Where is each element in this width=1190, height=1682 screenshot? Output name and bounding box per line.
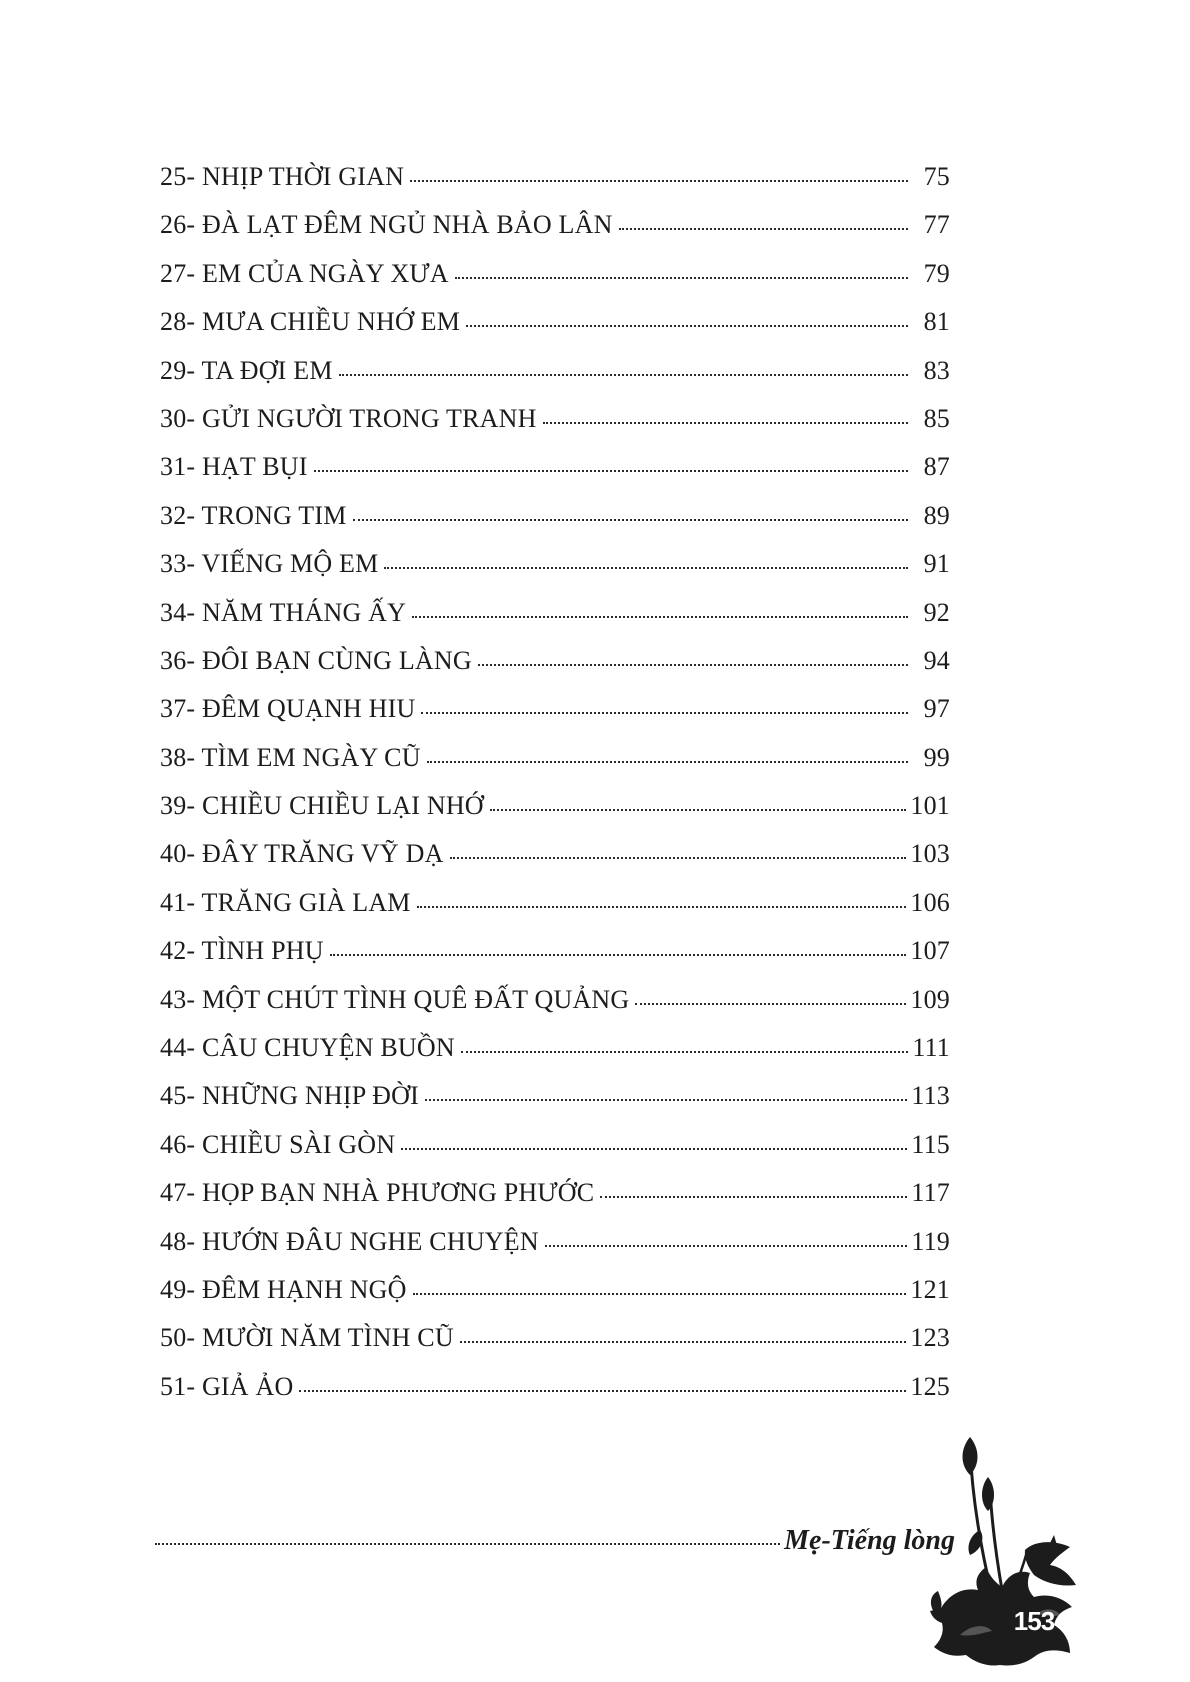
toc-entry [160,501,950,549]
toc-entry-page: 91 [923,549,950,579]
dot-leader [330,954,907,956]
toc-entry-title: 27- EM CỦA NGÀY XƯA [160,258,449,288]
dot-leader [545,1245,908,1247]
toc-entry-page: 123 [910,1323,950,1353]
toc-entry-title: 47- HỌP BẠN NHÀ PHƯƠNG PHƯỚC [160,1178,595,1208]
dot-leader [461,1051,908,1053]
dot-leader [425,1099,907,1101]
toc-entry-title: 44- CÂU CHUYỆN BUỒN [160,1033,455,1063]
toc-entry-title: 33- VIẾNG MỘ EM [160,549,379,579]
toc-entry-title: 25- NHỊP THỜI GIAN [160,162,405,191]
dot-leader [460,1341,907,1343]
dot-leader [478,664,908,666]
running-footer [155,1525,955,1557]
toc-entry-title: 36- ĐÔI BẠN CÙNG LÀNG [160,645,472,675]
toc-entry-page: 92 [923,597,950,627]
book-title: Mẹ-Tiếng lòng [784,1525,955,1556]
toc-entry [160,1323,950,1371]
toc-entry-title: 42- TÌNH PHỤ [160,936,324,966]
toc-entry [160,791,950,839]
toc-entry-page: 85 [923,403,950,433]
toc-entry-page: 77 [923,210,950,240]
toc-entry-page: 101 [910,791,950,821]
toc-entry [160,646,950,694]
toc-entry-page: 125 [910,1371,950,1401]
dot-leader [490,809,907,811]
toc-entry-page: 83 [923,355,950,385]
toc-entry-page: 113 [911,1081,950,1111]
toc-entry [160,404,950,452]
toc-entry-title: 30- GỬI NGƯỜI TRONG TRANH [160,403,537,433]
toc-entry-page: 103 [910,839,950,869]
dot-leader [619,228,908,230]
toc-entry-title: 32- TRONG TIM [160,500,347,530]
toc-entry-page: 89 [923,500,950,530]
toc-entry [160,1033,950,1081]
dot-leader [299,1390,906,1392]
toc-entry-title: 39- CHIỀU CHIỀU LẠI NHỚ [160,791,484,821]
toc-entry [160,1372,950,1420]
toc-entry [160,1081,950,1129]
toc-entry-page: 106 [910,887,950,917]
dot-leader [466,325,908,327]
dot-leader [635,1003,906,1005]
toc-entry-title: 48- HƯỚN ĐÂU NGHE CHUYỆN [160,1226,539,1256]
toc-entry-page: 87 [923,452,950,482]
toc-entry [160,1178,950,1226]
toc-entry [160,1227,950,1275]
toc-entry-page: 111 [912,1033,950,1063]
toc-entry [160,598,950,646]
toc-entry-page: 119 [911,1226,950,1256]
toc-entry-title: 31- HẠT BỤI [160,452,308,482]
dot-leader [421,712,908,714]
dot-leader [413,1293,907,1295]
dot-leader [427,761,908,763]
toc-entry-title: 40- ĐÂY TRĂNG VỸ DẠ [160,839,444,869]
toc-entry-page: 99 [923,742,950,772]
table-of-contents [160,162,950,1420]
toc-entry-title: 43- MỘT CHÚT TÌNH QUÊ ĐẤT QUẢNG [160,984,630,1014]
toc-entry-title: 26- ĐÀ LẠT ĐÊM NGỦ NHÀ BẢO LÂN [160,210,613,240]
toc-entry [160,1130,950,1178]
toc-entry-page: 115 [911,1129,950,1159]
toc-entry-title: 41- TRĂNG GIÀ LAM [160,887,411,917]
toc-entry-title: 46- CHIỀU SÀI GÒN [160,1129,396,1159]
toc-entry [160,210,950,258]
toc-entry-title: 28- MƯA CHIỀU NHỚ EM [160,307,461,337]
dot-leader [353,519,908,521]
toc-entry-page: 75 [923,162,950,191]
toc-entry-page: 117 [911,1178,950,1208]
toc-entry-page: 79 [923,258,950,288]
dot-leader [410,180,908,182]
toc-entry [160,452,950,500]
dot-leader [450,857,907,859]
toc-entry [160,1275,950,1323]
dot-leader [401,1148,907,1150]
toc-entry-title: 49- ĐÊM HẠNH NGỘ [160,1274,407,1304]
toc-entry [160,694,950,742]
toc-entry-page: 97 [923,694,950,724]
toc-entry [160,162,950,210]
toc-entry-page: 109 [910,984,950,1014]
toc-entry [160,743,950,791]
toc-entry-page: 107 [910,936,950,966]
toc-entry [160,839,950,887]
toc-entry-title: 45- NHỮNG NHỊP ĐỜI [160,1081,419,1111]
toc-entry-page: 121 [910,1274,950,1304]
dot-leader [600,1196,907,1198]
toc-entry-title: 29- TA ĐỢI EM [160,355,333,385]
dot-leader [417,906,907,908]
toc-entry-title: 38- TÌM EM NGÀY CŨ [160,742,421,772]
toc-entry-page: 81 [923,307,950,337]
toc-entry [160,549,950,597]
dot-leader [543,422,908,424]
dot-leader [339,374,908,376]
page-number: 153 [1013,1606,1055,1636]
toc-entry [160,259,950,307]
toc-entry [160,936,950,984]
toc-entry [160,307,950,355]
dot-leader [314,470,908,472]
dot-leader [412,616,908,618]
toc-entry-title: 34- NĂM THÁNG ẤY [160,597,407,627]
dot-leader [455,277,908,279]
toc-entry-title: 37- ĐÊM QUẠNH HIU [160,694,416,724]
toc-entry-page: 94 [923,645,950,675]
toc-entry-title: 51- GIẢ ẢO [160,1371,294,1401]
toc-entry [160,985,950,1033]
footer-dot-leader [155,1543,780,1545]
toc-entry [160,888,950,936]
dot-leader [384,567,908,569]
toc-entry [160,356,950,404]
toc-entry-title: 50- MƯỜI NĂM TÌNH CŨ [160,1323,454,1353]
